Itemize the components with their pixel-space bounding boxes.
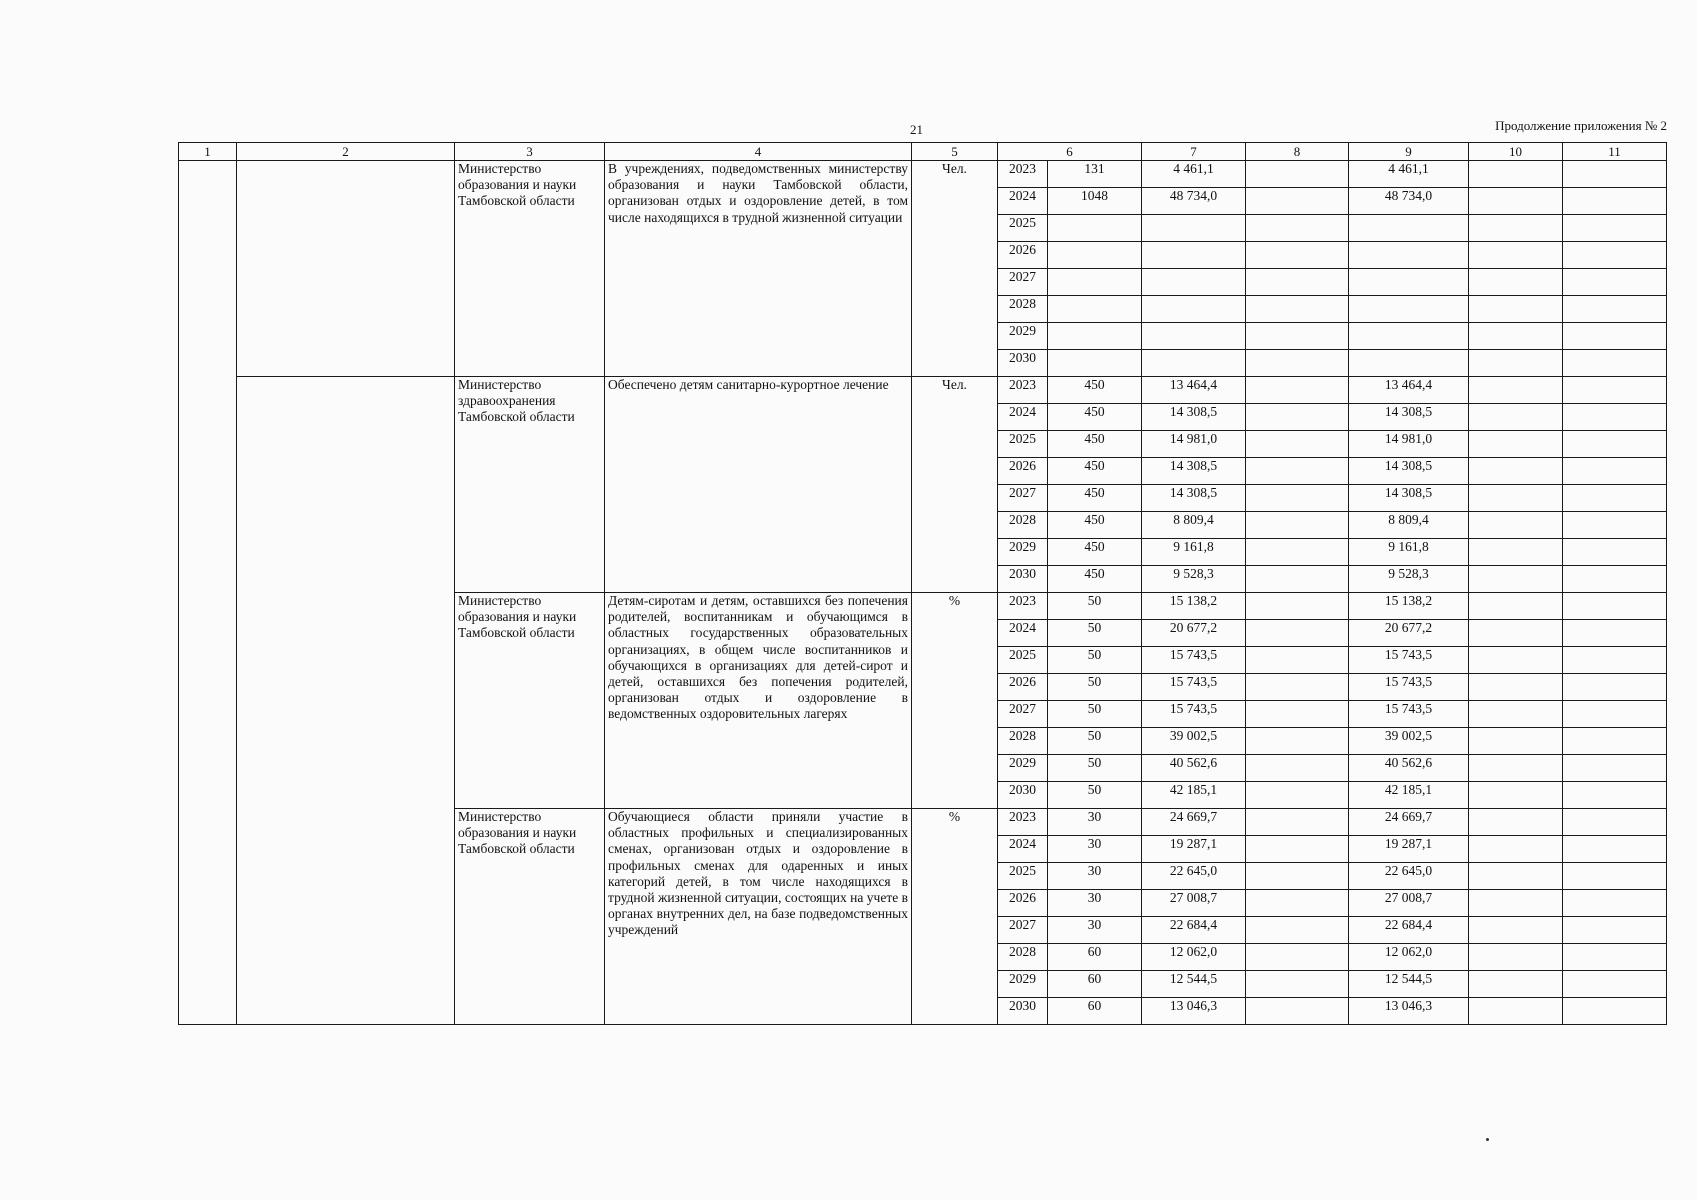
year-cell: 2023 bbox=[998, 809, 1048, 836]
empty-cell bbox=[1469, 539, 1563, 566]
value-cell: 450 bbox=[1048, 458, 1142, 485]
empty-cell bbox=[1469, 890, 1563, 917]
empty-cell bbox=[1469, 485, 1563, 512]
amount-cell: 15 743,5 bbox=[1349, 647, 1469, 674]
amount-cell: 13 046,3 bbox=[1349, 998, 1469, 1025]
column-2-cell bbox=[237, 377, 455, 593]
value-cell: 60 bbox=[1048, 944, 1142, 971]
value-cell: 50 bbox=[1048, 674, 1142, 701]
empty-cell bbox=[1469, 971, 1563, 998]
empty-cell bbox=[1246, 647, 1349, 674]
value-cell: 60 bbox=[1048, 971, 1142, 998]
empty-cell bbox=[1563, 863, 1667, 890]
amount-cell: 14 308,5 bbox=[1142, 404, 1246, 431]
empty-cell bbox=[1246, 674, 1349, 701]
empty-cell bbox=[1563, 161, 1667, 188]
amount-cell: 4 461,1 bbox=[1349, 161, 1469, 188]
empty-cell bbox=[1246, 539, 1349, 566]
empty-cell bbox=[1246, 620, 1349, 647]
year-cell: 2028 bbox=[998, 512, 1048, 539]
value-cell bbox=[1048, 215, 1142, 242]
empty-cell bbox=[1563, 269, 1667, 296]
amount-cell: 40 562,6 bbox=[1142, 755, 1246, 782]
value-cell: 30 bbox=[1048, 809, 1142, 836]
unit-cell: Чел. bbox=[912, 377, 998, 593]
empty-cell bbox=[1469, 161, 1563, 188]
amount-cell: 40 562,6 bbox=[1349, 755, 1469, 782]
amount-cell: 4 461,1 bbox=[1142, 161, 1246, 188]
value-cell: 1048 bbox=[1048, 188, 1142, 215]
empty-cell bbox=[1563, 242, 1667, 269]
year-cell: 2027 bbox=[998, 485, 1048, 512]
year-cell: 2024 bbox=[998, 404, 1048, 431]
empty-cell bbox=[1563, 971, 1667, 998]
amount-cell: 12 062,0 bbox=[1349, 944, 1469, 971]
year-cell: 2030 bbox=[998, 782, 1048, 809]
amount-cell: 39 002,5 bbox=[1142, 728, 1246, 755]
year-cell: 2024 bbox=[998, 188, 1048, 215]
empty-cell bbox=[1469, 809, 1563, 836]
agency-cell: Министерство образования и науки Тамбовской области bbox=[455, 809, 605, 1025]
value-cell: 450 bbox=[1048, 485, 1142, 512]
empty-cell bbox=[1563, 917, 1667, 944]
empty-cell bbox=[1563, 782, 1667, 809]
amount-cell: 14 308,5 bbox=[1349, 404, 1469, 431]
unit-cell: Чел. bbox=[912, 161, 998, 377]
value-cell: 50 bbox=[1048, 647, 1142, 674]
empty-cell bbox=[1563, 350, 1667, 377]
empty-cell bbox=[1563, 512, 1667, 539]
empty-cell bbox=[1246, 215, 1349, 242]
empty-cell bbox=[1246, 917, 1349, 944]
empty-cell bbox=[1469, 323, 1563, 350]
amount-cell bbox=[1142, 296, 1246, 323]
amount-cell: 48 734,0 bbox=[1349, 188, 1469, 215]
amount-cell: 12 062,0 bbox=[1142, 944, 1246, 971]
empty-cell bbox=[1246, 485, 1349, 512]
amount-cell: 15 138,2 bbox=[1349, 593, 1469, 620]
empty-cell bbox=[1469, 836, 1563, 863]
value-cell bbox=[1048, 323, 1142, 350]
empty-cell bbox=[1469, 593, 1563, 620]
value-cell: 450 bbox=[1048, 539, 1142, 566]
empty-cell bbox=[1563, 620, 1667, 647]
empty-cell bbox=[1563, 458, 1667, 485]
empty-cell bbox=[1563, 593, 1667, 620]
year-cell: 2023 bbox=[998, 161, 1048, 188]
empty-cell bbox=[1563, 728, 1667, 755]
year-cell: 2024 bbox=[998, 620, 1048, 647]
value-cell: 30 bbox=[1048, 917, 1142, 944]
year-cell: 2029 bbox=[998, 539, 1048, 566]
empty-cell bbox=[1246, 458, 1349, 485]
amount-cell: 9 528,3 bbox=[1142, 566, 1246, 593]
year-cell: 2029 bbox=[998, 755, 1048, 782]
table-row bbox=[179, 377, 1667, 404]
amount-cell: 22 684,4 bbox=[1142, 917, 1246, 944]
amount-cell: 8 809,4 bbox=[1142, 512, 1246, 539]
year-cell: 2023 bbox=[998, 377, 1048, 404]
empty-cell bbox=[1469, 620, 1563, 647]
empty-cell bbox=[1246, 890, 1349, 917]
empty-cell bbox=[1469, 674, 1563, 701]
year-cell: 2025 bbox=[998, 431, 1048, 458]
value-cell: 30 bbox=[1048, 863, 1142, 890]
amount-cell bbox=[1142, 350, 1246, 377]
empty-cell bbox=[1246, 809, 1349, 836]
empty-cell bbox=[1246, 242, 1349, 269]
value-cell: 50 bbox=[1048, 620, 1142, 647]
amount-cell: 19 287,1 bbox=[1349, 836, 1469, 863]
empty-cell bbox=[1469, 188, 1563, 215]
amount-cell: 39 002,5 bbox=[1349, 728, 1469, 755]
amount-cell: 14 308,5 bbox=[1142, 458, 1246, 485]
empty-cell bbox=[1246, 404, 1349, 431]
empty-cell bbox=[1246, 728, 1349, 755]
amount-cell: 48 734,0 bbox=[1142, 188, 1246, 215]
empty-cell bbox=[1563, 755, 1667, 782]
value-cell bbox=[1048, 242, 1142, 269]
empty-cell bbox=[1469, 296, 1563, 323]
year-cell: 2028 bbox=[998, 296, 1048, 323]
empty-cell bbox=[1563, 998, 1667, 1025]
year-cell: 2029 bbox=[998, 323, 1048, 350]
empty-cell bbox=[1246, 836, 1349, 863]
empty-cell bbox=[1563, 323, 1667, 350]
empty-cell bbox=[1246, 161, 1349, 188]
year-cell: 2025 bbox=[998, 863, 1048, 890]
amount-cell: 42 185,1 bbox=[1142, 782, 1246, 809]
empty-cell bbox=[1469, 755, 1563, 782]
year-cell: 2027 bbox=[998, 701, 1048, 728]
year-cell: 2027 bbox=[998, 917, 1048, 944]
amount-cell bbox=[1349, 296, 1469, 323]
empty-cell bbox=[1563, 215, 1667, 242]
empty-cell bbox=[1246, 593, 1349, 620]
column-header: 5 bbox=[912, 143, 998, 161]
empty-cell bbox=[1469, 242, 1563, 269]
empty-cell bbox=[1563, 188, 1667, 215]
amount-cell: 15 743,5 bbox=[1142, 701, 1246, 728]
value-cell: 450 bbox=[1048, 512, 1142, 539]
column-header: 6 bbox=[998, 143, 1142, 161]
amount-cell: 24 669,7 bbox=[1349, 809, 1469, 836]
empty-cell bbox=[1469, 863, 1563, 890]
amount-cell: 42 185,1 bbox=[1349, 782, 1469, 809]
year-cell: 2026 bbox=[998, 674, 1048, 701]
column-header: 1 bbox=[179, 143, 237, 161]
empty-cell bbox=[1469, 512, 1563, 539]
amount-cell: 22 684,4 bbox=[1349, 917, 1469, 944]
value-cell: 50 bbox=[1048, 701, 1142, 728]
page-number: 21 bbox=[910, 122, 923, 137]
empty-cell bbox=[1469, 647, 1563, 674]
column-header: 9 bbox=[1349, 143, 1469, 161]
amount-cell: 13 464,4 bbox=[1349, 377, 1469, 404]
value-cell: 50 bbox=[1048, 782, 1142, 809]
column-2-cell bbox=[237, 593, 455, 809]
empty-cell bbox=[1563, 539, 1667, 566]
empty-cell bbox=[1469, 728, 1563, 755]
amount-cell: 13 046,3 bbox=[1142, 998, 1246, 1025]
empty-cell bbox=[1246, 701, 1349, 728]
value-cell: 450 bbox=[1048, 566, 1142, 593]
empty-cell bbox=[1563, 809, 1667, 836]
table-row bbox=[179, 161, 1667, 188]
amount-cell: 15 743,5 bbox=[1142, 674, 1246, 701]
description-cell: В учреждениях, подведомственных министерству образования и науки Тамбовской области, организован отдых и оздоровление детей, в том числе находящихся в трудной жизненной ситуации bbox=[605, 161, 912, 377]
empty-cell bbox=[1469, 701, 1563, 728]
amount-cell: 8 809,4 bbox=[1349, 512, 1469, 539]
value-cell bbox=[1048, 296, 1142, 323]
amount-cell: 19 287,1 bbox=[1142, 836, 1246, 863]
value-cell: 50 bbox=[1048, 728, 1142, 755]
year-cell: 2030 bbox=[998, 566, 1048, 593]
empty-cell bbox=[1469, 458, 1563, 485]
amount-cell bbox=[1142, 323, 1246, 350]
amount-cell: 15 743,5 bbox=[1349, 701, 1469, 728]
amount-cell: 14 308,5 bbox=[1349, 458, 1469, 485]
year-cell: 2026 bbox=[998, 890, 1048, 917]
empty-cell bbox=[1469, 377, 1563, 404]
empty-cell bbox=[1469, 782, 1563, 809]
empty-cell bbox=[1246, 431, 1349, 458]
amount-cell bbox=[1349, 269, 1469, 296]
amount-cell: 27 008,7 bbox=[1349, 890, 1469, 917]
empty-cell bbox=[1563, 647, 1667, 674]
empty-cell bbox=[1469, 404, 1563, 431]
empty-cell bbox=[1246, 350, 1349, 377]
unit-cell: % bbox=[912, 809, 998, 1025]
agency-cell: Министерство образования и науки Тамбовской области bbox=[455, 593, 605, 809]
column-header: 10 bbox=[1469, 143, 1563, 161]
column-header-row bbox=[179, 143, 1667, 161]
amount-cell: 9 161,8 bbox=[1142, 539, 1246, 566]
year-cell: 2030 bbox=[998, 350, 1048, 377]
empty-cell bbox=[1246, 944, 1349, 971]
empty-cell bbox=[1563, 485, 1667, 512]
amount-cell: 15 743,5 bbox=[1142, 647, 1246, 674]
amount-cell: 14 308,5 bbox=[1142, 485, 1246, 512]
year-cell: 2026 bbox=[998, 242, 1048, 269]
empty-cell bbox=[1246, 971, 1349, 998]
empty-cell bbox=[1469, 944, 1563, 971]
empty-cell bbox=[1246, 755, 1349, 782]
year-cell: 2027 bbox=[998, 269, 1048, 296]
empty-cell bbox=[1469, 566, 1563, 593]
unit-cell: % bbox=[912, 593, 998, 809]
description-cell: Обучающиеся области приняли участие в областных профильных и специализированных сменах, организован отдых и оздоровление в профильных сменах для одаренных и иных категорий детей, в том числе находящихся в трудной жизненной ситуации, состоящих на учете в органах внутренних дел, на базе подведомственных учреждений bbox=[605, 809, 912, 1025]
table-row bbox=[179, 809, 1667, 836]
value-cell: 50 bbox=[1048, 593, 1142, 620]
empty-cell bbox=[1246, 512, 1349, 539]
empty-cell bbox=[1563, 890, 1667, 917]
empty-cell bbox=[1563, 377, 1667, 404]
column-header: 8 bbox=[1246, 143, 1349, 161]
amount-cell: 12 544,5 bbox=[1349, 971, 1469, 998]
column-1-cell bbox=[179, 161, 237, 1025]
empty-cell bbox=[1246, 863, 1349, 890]
value-cell bbox=[1048, 269, 1142, 296]
amount-cell: 14 308,5 bbox=[1349, 485, 1469, 512]
column-header: 4 bbox=[605, 143, 912, 161]
empty-cell bbox=[1246, 782, 1349, 809]
empty-cell bbox=[1469, 350, 1563, 377]
empty-cell bbox=[1469, 917, 1563, 944]
empty-cell bbox=[1246, 188, 1349, 215]
empty-cell bbox=[1469, 215, 1563, 242]
year-cell: 2024 bbox=[998, 836, 1048, 863]
empty-cell bbox=[1246, 377, 1349, 404]
program-table bbox=[178, 142, 1667, 1025]
amount-cell: 13 464,4 bbox=[1142, 377, 1246, 404]
empty-cell bbox=[1246, 296, 1349, 323]
year-cell: 2025 bbox=[998, 647, 1048, 674]
amount-cell: 15 743,5 bbox=[1349, 674, 1469, 701]
value-cell: 450 bbox=[1048, 377, 1142, 404]
year-cell: 2030 bbox=[998, 998, 1048, 1025]
amount-cell bbox=[1349, 215, 1469, 242]
empty-cell bbox=[1563, 701, 1667, 728]
column-header: 7 bbox=[1142, 143, 1246, 161]
value-cell: 30 bbox=[1048, 836, 1142, 863]
column-header: 3 bbox=[455, 143, 605, 161]
scan-speck bbox=[1486, 1138, 1489, 1141]
empty-cell bbox=[1563, 944, 1667, 971]
amount-cell: 9 161,8 bbox=[1349, 539, 1469, 566]
empty-cell bbox=[1563, 566, 1667, 593]
amount-cell: 14 981,0 bbox=[1142, 431, 1246, 458]
empty-cell bbox=[1246, 323, 1349, 350]
amount-cell bbox=[1349, 242, 1469, 269]
continuation-label: Продолжение приложения № 2 bbox=[1495, 118, 1667, 133]
value-cell: 450 bbox=[1048, 431, 1142, 458]
empty-cell bbox=[1469, 998, 1563, 1025]
agency-cell: Министерство здравоохранения Тамбовской области bbox=[455, 377, 605, 593]
empty-cell bbox=[1469, 431, 1563, 458]
agency-cell: Министерство образования и науки Тамбовской области bbox=[455, 161, 605, 377]
empty-cell bbox=[1563, 404, 1667, 431]
column-2-cell bbox=[237, 809, 455, 1025]
empty-cell bbox=[1563, 674, 1667, 701]
value-cell bbox=[1048, 350, 1142, 377]
amount-cell bbox=[1142, 215, 1246, 242]
amount-cell bbox=[1142, 242, 1246, 269]
value-cell: 450 bbox=[1048, 404, 1142, 431]
value-cell: 50 bbox=[1048, 755, 1142, 782]
empty-cell bbox=[1563, 431, 1667, 458]
year-cell: 2023 bbox=[998, 593, 1048, 620]
empty-cell bbox=[1246, 566, 1349, 593]
empty-cell bbox=[1563, 836, 1667, 863]
amount-cell: 20 677,2 bbox=[1142, 620, 1246, 647]
year-cell: 2028 bbox=[998, 944, 1048, 971]
value-cell: 131 bbox=[1048, 161, 1142, 188]
year-cell: 2029 bbox=[998, 971, 1048, 998]
description-cell: Детям-сиротам и детям, оставшихся без попечения родителей, воспитанникам и обучающимся в областных государственных образовательных организациях, в общем числе воспитанников и обучающихся в организациях для детей-сирот и детей, оставшихся без попечения родителей, организован отдых и оздоровление в ведомственных оздоровительных лагерях bbox=[605, 593, 912, 809]
amount-cell bbox=[1349, 350, 1469, 377]
column-header: 11 bbox=[1563, 143, 1667, 161]
amount-cell: 22 645,0 bbox=[1349, 863, 1469, 890]
amount-cell bbox=[1142, 269, 1246, 296]
amount-cell: 22 645,0 bbox=[1142, 863, 1246, 890]
year-cell: 2025 bbox=[998, 215, 1048, 242]
empty-cell bbox=[1246, 998, 1349, 1025]
empty-cell bbox=[1246, 269, 1349, 296]
column-header: 2 bbox=[237, 143, 455, 161]
empty-cell bbox=[1563, 296, 1667, 323]
table-row bbox=[179, 593, 1667, 620]
amount-cell: 24 669,7 bbox=[1142, 809, 1246, 836]
description-cell: Обеспечено детям санитарно-курортное лечение bbox=[605, 377, 912, 593]
amount-cell bbox=[1349, 323, 1469, 350]
amount-cell: 12 544,5 bbox=[1142, 971, 1246, 998]
amount-cell: 9 528,3 bbox=[1349, 566, 1469, 593]
column-2-cell bbox=[237, 161, 455, 377]
empty-cell bbox=[1469, 269, 1563, 296]
amount-cell: 14 981,0 bbox=[1349, 431, 1469, 458]
value-cell: 60 bbox=[1048, 998, 1142, 1025]
amount-cell: 27 008,7 bbox=[1142, 890, 1246, 917]
amount-cell: 15 138,2 bbox=[1142, 593, 1246, 620]
amount-cell: 20 677,2 bbox=[1349, 620, 1469, 647]
year-cell: 2026 bbox=[998, 458, 1048, 485]
year-cell: 2028 bbox=[998, 728, 1048, 755]
value-cell: 30 bbox=[1048, 890, 1142, 917]
